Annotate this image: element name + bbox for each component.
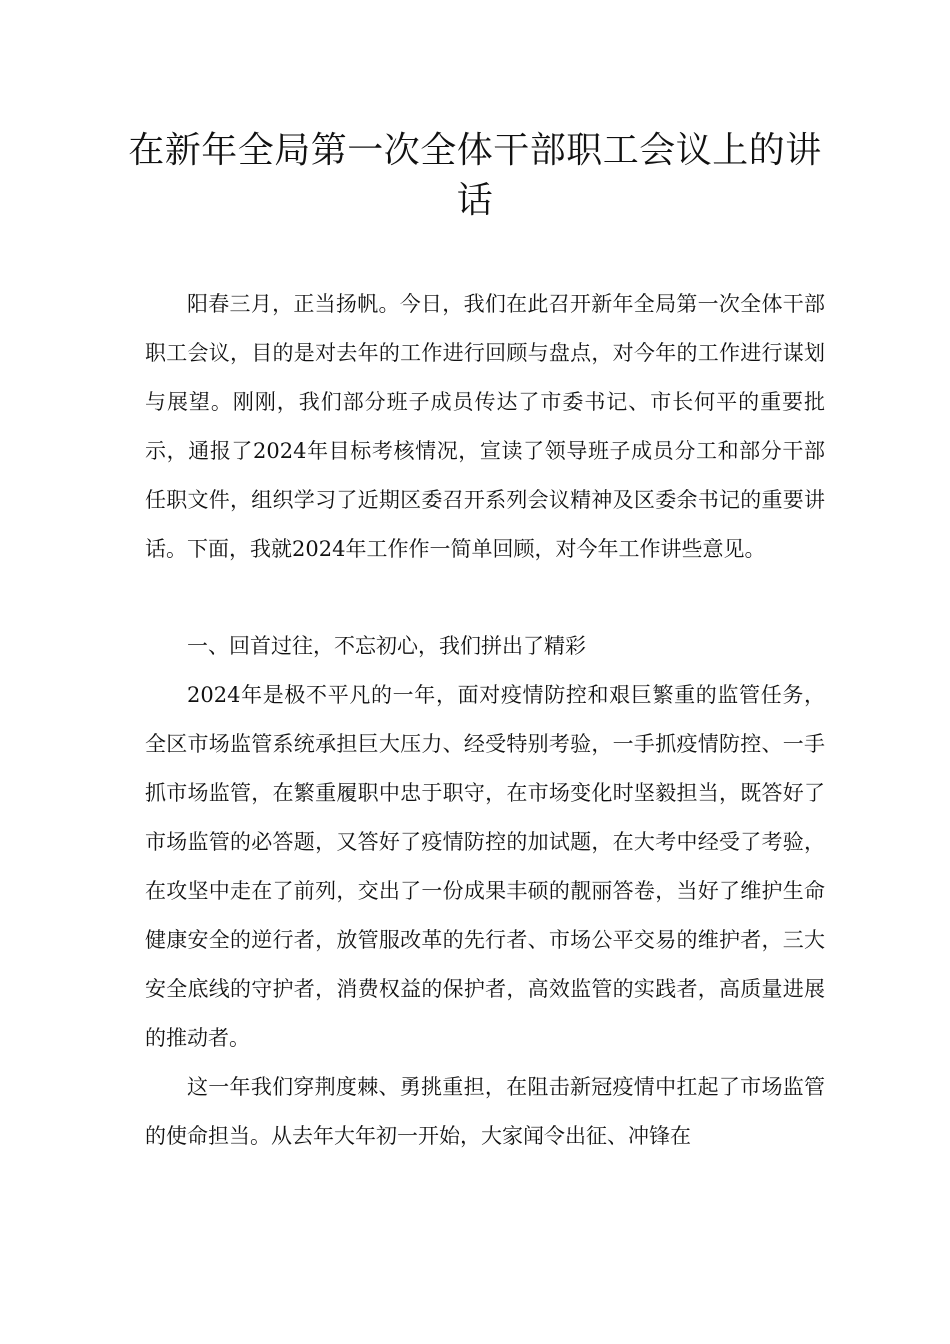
- paragraph-review: 2024年是极不平凡的一年，面对疫情防控和艰巨繁重的监管任务，全区市场监管系统承担巨大压力、经受特别考验，一手抓疫情防控、一手抓市场监管，在繁重履职中忠于职守，在市场变化时坚毅担当，既答好了市场监管的必答题，又答好了疫情防控的加试题，在大考中经受了考验，在攻坚中走在了前列，交出了一份成果丰硕的靓丽答卷，当好了维护生命健康安全的逆行者，放管服改革的先行者、市场公平交易的维护者，三大安全底线的守护者，消费权益的保护者，高效监管的实践者，高质量进展的推动者。: [145, 683, 825, 1050]
- paragraph-intro: 阳春三月，正当扬帆。今日，我们在此召开新年全局第一次全体干部职工会议，目的是对去年的工作进行回顾与盘点，对今年的工作进行谋划与展望。刚刚，我们部分班子成员传达了市委书记、市长何平的重要批示，通报了2024年目标考核情况，宣读了领导班子成员分工和部分干部任职文件，组织学习了近期区委召开系列会议精神及区委余书记的重要讲话。下面，我就2024年工作作一简单回顾，对今年工作讲些意见。: [145, 292, 825, 561]
- document-title: 在新年全局第一次全体干部职工会议上的讲话: [128, 130, 822, 221]
- document-body: [145, 280, 825, 1161]
- paragraph-epidemic: 这一年我们穿荆度棘、勇挑重担，在阻击新冠疫情中扛起了市场监管的使命担当。从去年大年初一开始，大家闻令出征、冲锋在: [145, 1075, 825, 1148]
- section-heading-one: 一、回首过往，不忘初心，我们拼出了精彩: [187, 634, 586, 658]
